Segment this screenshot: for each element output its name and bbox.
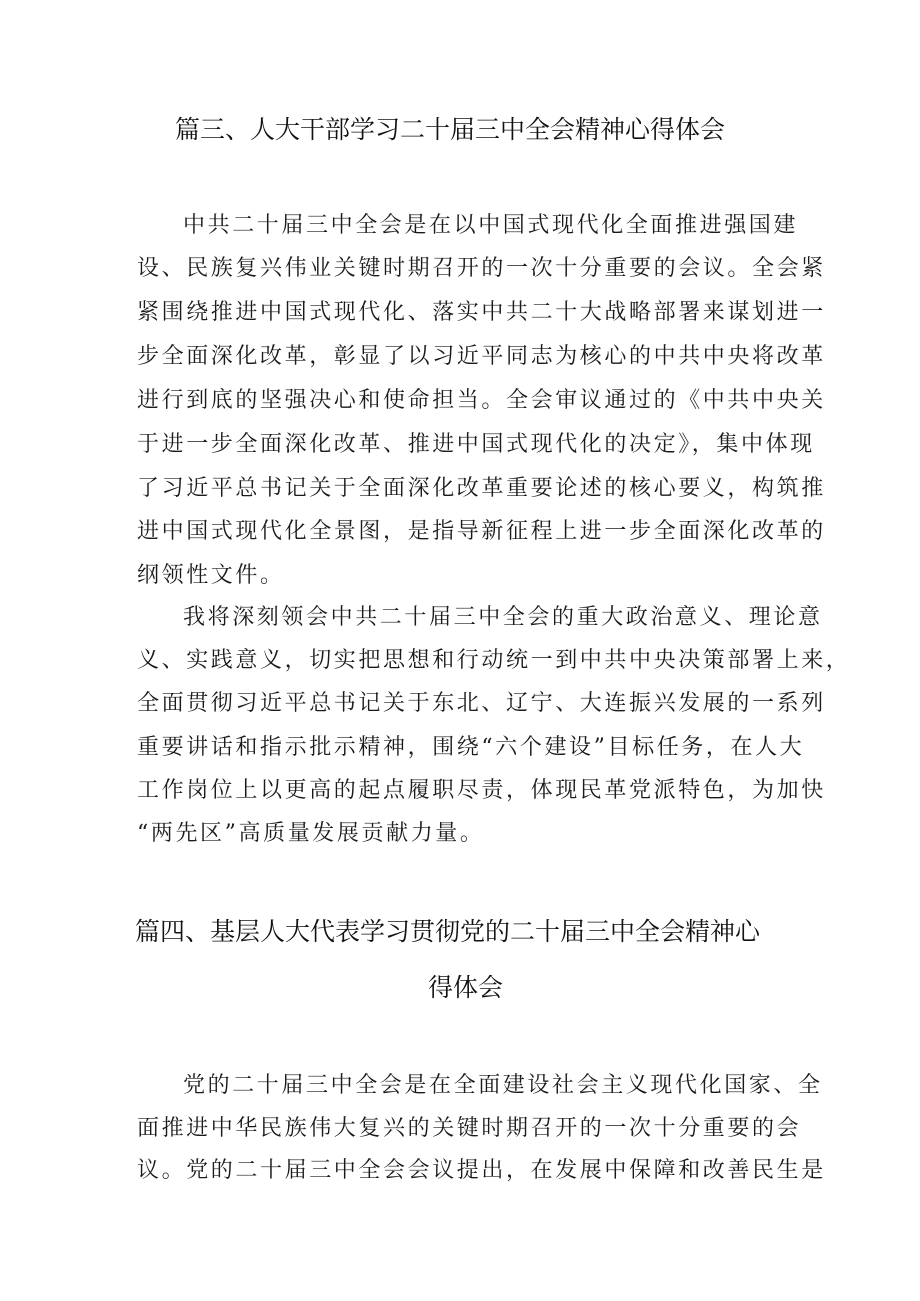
section3-line-1: 中共二十届三中全会是在以中国式现代化全面推进强国建 [183, 213, 799, 238]
section3-line-15: “两先区”高质量发展贡献力量。 [137, 821, 485, 846]
section3-line-2: 设、民族复兴伟业关键时期召开的一次十分重要的会议。全会紧 [137, 256, 826, 281]
section4-line-1: 党的二十届三中全会是在全面建设社会主义现代化国家、全 [183, 1073, 823, 1098]
section3-line-3: 紧围绕推进中国式现代化、落实中共二十大战略部署来谋划进一 [137, 300, 826, 325]
section3-line-6: 于进一步全面深化改革、推进中国式现代化的决定》，集中体现 [137, 432, 815, 457]
section3-title: 篇三、人大干部学习二十届三中全会精神心得体会 [175, 115, 726, 144]
section3-line-7: 了习近平总书记关于全面深化改革重要论述的核心要义，构筑推 [137, 476, 826, 501]
section4-title-line2: 得体会 [428, 973, 504, 1002]
section3-line-12: 全面贯彻习近平总书记关于东北、辽宁、大连振兴发展的一系列 [137, 691, 826, 716]
section3-line-11: 义、实践意义，切实把思想和行动统一到中共中央决策部署上来， [137, 648, 851, 673]
section4-line-2: 面推进中华民族伟大复兴的关键时期召开的一次十分重要的会 [137, 1116, 802, 1141]
section3-line-13: 重要讲话和指示批示精神，围绕“六个建设”目标任务，在人大 [137, 735, 805, 760]
section3-line-9: 纲领性文件。 [137, 563, 285, 588]
section3-line-10: 我将深刻领会中共二十届三中全会的重大政治意义、理论意 [183, 605, 823, 630]
section3-line-14: 工作岗位上以更高的起点履职尽责，体现民革党派特色，为加快 [137, 778, 826, 803]
section3-line-8: 进中国式现代化全景图，是指导新征程上进一步全面深化改革的 [137, 519, 826, 544]
section3-line-4: 步全面深化改革，彰显了以习近平同志为核心的中共中央将改革 [137, 344, 826, 369]
section4-title-line1: 篇四、基层人大代表学习贯彻党的二十届三中全会精神心 [135, 917, 761, 946]
section3-line-5: 进行到底的坚强决心和使命担当。全会审议通过的《中共中央关 [137, 388, 826, 413]
section4-line-3: 议。党的二十届三中全会会议提出，在发展中保障和改善民生是 [137, 1158, 826, 1183]
